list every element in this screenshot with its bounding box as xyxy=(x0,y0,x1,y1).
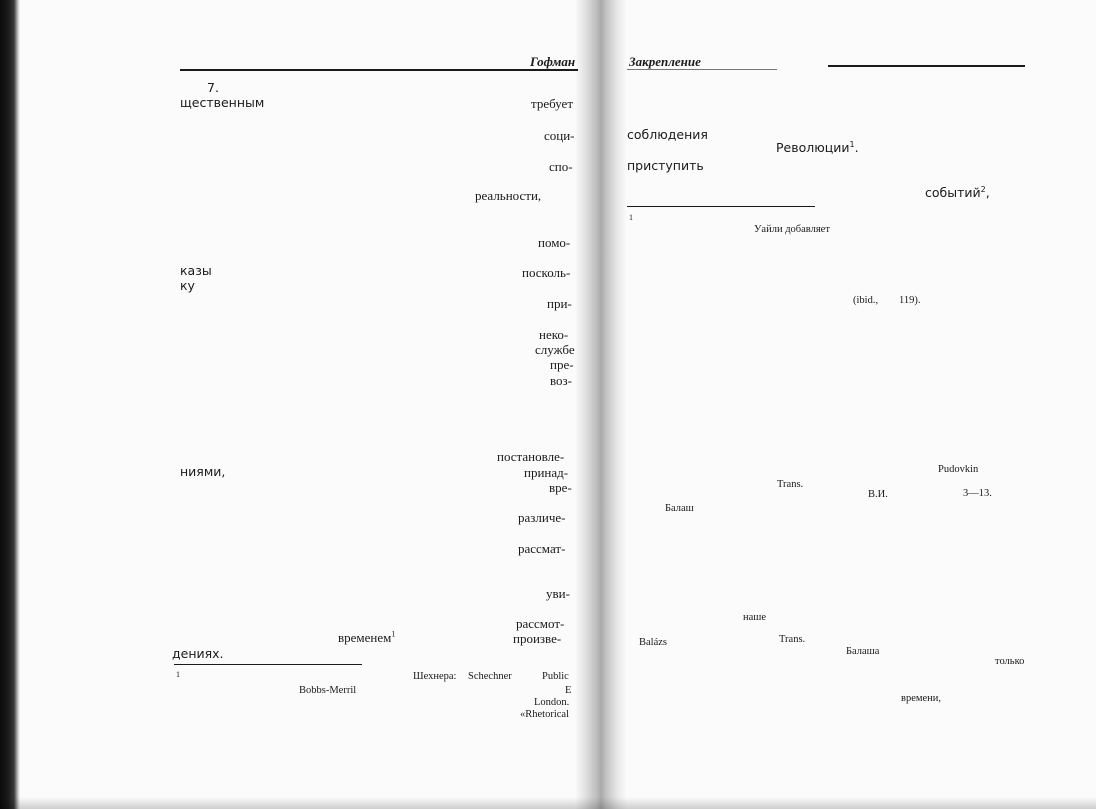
right-header-rule xyxy=(828,65,1025,67)
word-vre: вре- xyxy=(549,480,572,495)
footnote-tolko: только xyxy=(995,656,1025,667)
footnote-london: London. xyxy=(534,697,570,708)
footnote-schechner: Schechner xyxy=(468,671,512,682)
word-trebuet: требует xyxy=(531,96,574,111)
left-header-rule xyxy=(180,69,578,71)
word-sluzhbe: службе xyxy=(535,342,575,357)
word-revolyutsii: Революции$^1$. xyxy=(776,139,859,155)
word-rassmot: рассмот- xyxy=(516,616,565,631)
footnote-119: 119). xyxy=(899,295,921,306)
word-spo: спо- xyxy=(549,159,573,174)
word-pri: при- xyxy=(547,296,572,311)
footnote-balash: Балаш xyxy=(665,503,694,514)
footnote-ref-revolyutsii: 1 xyxy=(849,139,855,149)
word-razliche: различе- xyxy=(518,510,566,525)
word-pristupit: приступить xyxy=(627,158,704,173)
word-neko: неко- xyxy=(539,327,569,342)
footnote-trans-2: Trans. xyxy=(779,634,806,645)
word-proizve: произве- xyxy=(513,631,562,646)
footnote-vremeni: времени, xyxy=(901,693,942,704)
footnote-trans-1: Trans. xyxy=(777,479,804,490)
right-header-rule-short xyxy=(627,69,777,70)
word-niyami: ниями, xyxy=(180,464,226,479)
footnote-vi: В.И. xyxy=(868,489,888,500)
word-deniyakh: дениях. xyxy=(172,646,224,661)
left-footnote-marker: 1 xyxy=(176,670,180,679)
right-footnote-marker: 1 xyxy=(629,213,633,222)
right-footnote-rule xyxy=(627,206,815,207)
word-pre: пре- xyxy=(550,357,574,372)
right-running-head: Закрепление xyxy=(629,54,701,69)
word-pomo: помо- xyxy=(538,235,571,250)
word-kazy: казы xyxy=(180,263,212,278)
word-poskolku: посколь- xyxy=(522,265,571,280)
footnote-uayli: Уайли добавляет xyxy=(754,224,830,235)
footnote-balasha: Балаша xyxy=(846,646,880,657)
footnote-public: Public xyxy=(542,671,569,682)
word-voz: воз- xyxy=(550,373,573,388)
footnote-nashe: наше xyxy=(743,612,767,623)
word-rassmat: рассмат- xyxy=(518,541,566,556)
word-vremenem: временем$^1$ xyxy=(338,629,396,645)
footnote-balazs: Balázs xyxy=(639,637,667,648)
footnote-ibid: (ibid., xyxy=(853,295,879,306)
word-sotsi: соци- xyxy=(544,128,575,143)
word-soblyudeniya: соблюдения xyxy=(627,127,708,142)
footnote-ref-sobytiy: 2 xyxy=(980,184,986,194)
word-7: 7. xyxy=(207,80,219,95)
footnote-pages: 3—13. xyxy=(963,488,992,499)
word-sobytiy: событий$^2$, xyxy=(925,184,990,200)
bottom-shadow xyxy=(0,797,1096,809)
word-realnosti: реальности, xyxy=(475,188,542,203)
word-postanovle: постановле- xyxy=(497,449,565,464)
footnote-e: E xyxy=(565,685,572,696)
footnote-bobbs-merril: Bobbs-Merril xyxy=(299,685,357,696)
left-running-head: Гофман xyxy=(530,54,576,69)
left-footnote-rule xyxy=(174,664,362,665)
word-prinad: принад- xyxy=(524,465,569,480)
footnote-shekhnera: Шехнера: xyxy=(413,671,457,682)
footnote-ref-1: 1 xyxy=(391,629,396,639)
footnote-rhetorical: «Rhetorical xyxy=(520,709,569,720)
footnote-pudovkin: Pudovkin xyxy=(938,464,979,475)
binding-edge xyxy=(0,0,20,809)
word-uvi: уви- xyxy=(546,586,570,601)
word-ku: ку xyxy=(180,278,195,293)
word-shchestvennym: щественным xyxy=(180,95,265,110)
center-gutter xyxy=(575,0,627,809)
